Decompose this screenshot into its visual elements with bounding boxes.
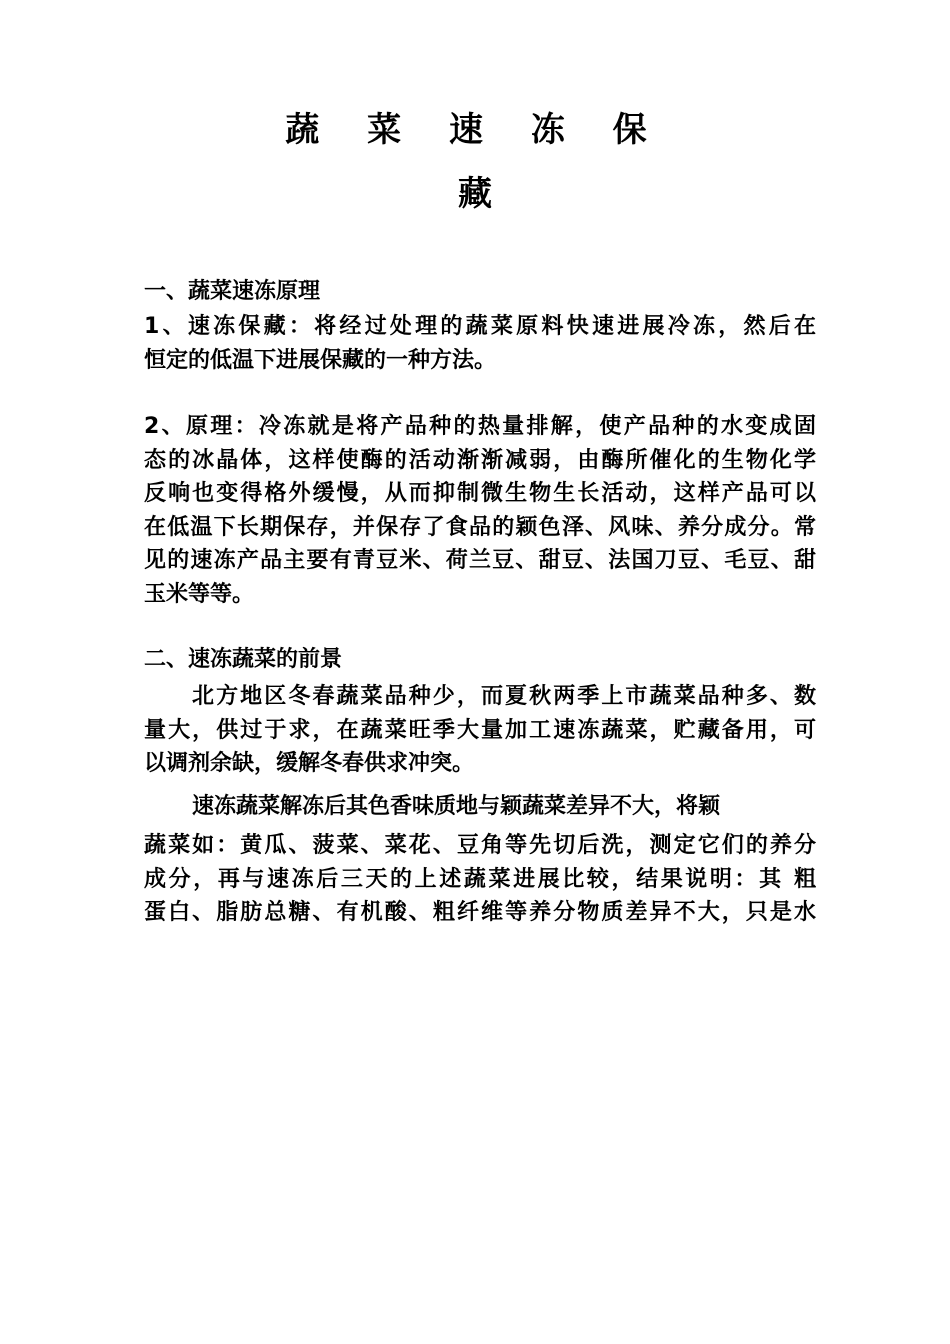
paragraph-3 (144, 680, 816, 781)
paragraph-line: 恒定的低温下进展保藏的一种方法。 (144, 347, 497, 373)
paragraph-line: 态的冰晶体，这样使酶的活动渐渐减弱，由酶所催化的生物化学 (144, 447, 816, 473)
paragraph-line: 1、速冻保藏：将经过处理的蔬菜原料快速进展冷冻，然后在 (144, 314, 816, 339)
paragraph-line: 2、原理：冷冻就是将产品种的热量排解，使产品种的水变成固 (144, 414, 816, 439)
paragraph-4-continued (144, 829, 816, 930)
paragraph-line: 反响也变得格外缓慢，从而抑制微生物生长活动，这样产品可以 (144, 481, 816, 506)
paragraph-4 (144, 790, 816, 824)
section-2-heading (144, 643, 816, 677)
paragraph-line: 玉米等等。 (144, 581, 255, 607)
paragraph-line: 蛋白、脂肪总糖、有机酸、粗纤维等养分物质差异不大，只是水 (144, 900, 816, 925)
paragraph-line: 量大，供过于求，在蔬菜旺季大量加工速冻蔬菜，贮藏备用，可 (144, 717, 816, 743)
heading-text: 一、蔬菜速冻原理 (144, 279, 321, 304)
document-title-line-1: 蔬 菜 速 冻 保 (285, 110, 665, 150)
paragraph-1 (144, 310, 816, 377)
paragraph-line: 北方地区冬春蔬菜品种少，而夏秋两季上市蔬菜品种多、数 (192, 684, 816, 709)
paragraph-line: 成分，再与速冻后三天的上述蔬菜进展比较，结果说明：其 粗 (144, 866, 816, 892)
paragraph-line: 速冻蔬菜解冻后其色香味质地与颖蔬菜差异不大，将颖 (192, 794, 721, 819)
heading-text: 二、速冻蔬菜的前景 (144, 647, 343, 672)
paragraph-line: 在低温下长期保存，并保存了食品的颖色泽、风味、养分成分。常 (144, 514, 816, 540)
section-1-heading (144, 275, 816, 309)
paragraph-line: 以调剂余缺，缓解冬春供求冲突。 (144, 751, 475, 776)
paragraph-line: 见的速冻产品主要有青豆米、荷兰豆、甜豆、法国刀豆、毛豆、甜 (144, 548, 816, 573)
paragraph-line: 蔬菜如：黄瓜、菠菜、菜花、豆角等先切后洗，测定它们的养分 (144, 833, 816, 858)
document-title-line-2: 藏 (458, 174, 492, 214)
paragraph-2 (144, 410, 816, 611)
